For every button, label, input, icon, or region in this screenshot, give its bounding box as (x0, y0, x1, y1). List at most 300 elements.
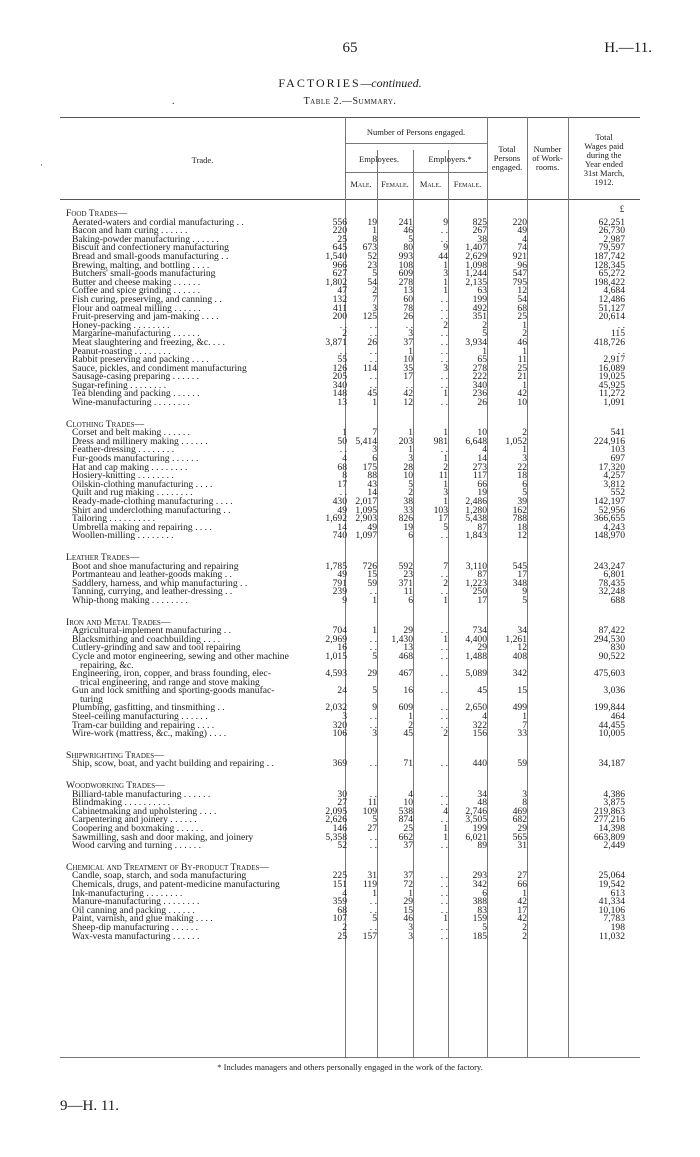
section-title: Clothing Trades— (66, 418, 145, 430)
employers-male-cell: 46 (403, 913, 413, 925)
trade-name: Fruit-preserving and jam-making . . . . (72, 311, 219, 323)
workrooms-cell: 96 (517, 259, 527, 271)
total-persons-cell: 65 (477, 354, 487, 366)
trade-name: Sugar-refining . . . . . . . . (72, 379, 167, 391)
employees-female-cell: . . (369, 586, 377, 598)
workrooms-cell: 499 (512, 702, 527, 714)
total-persons-cell: 6,021 (465, 831, 487, 843)
employers-male-cell: 2 (408, 719, 413, 731)
employees-female-cell: 49 (367, 521, 377, 533)
employees-female-cell: . . (369, 840, 377, 852)
employers-male-cell: 1 (408, 711, 413, 723)
trade-name: Wood carving and turning . . . . . . (72, 840, 201, 852)
trade-name: Paint, varnish, and glue making . . . . (72, 913, 213, 925)
employers-female-cell: . . (440, 887, 448, 899)
total-wages-cell: 4,684 (603, 285, 625, 297)
total-persons-cell: 2,650 (465, 702, 487, 714)
trade-name: Tanning, currying, and leather-dressing . . (72, 586, 233, 598)
header-rule (345, 143, 487, 144)
total-wages-cell: 613 (610, 887, 625, 899)
employers-male-cell: 10 (403, 470, 413, 482)
employers-female-cell: 17 (438, 513, 448, 525)
employees-female-cell: 59 (367, 577, 377, 589)
employees-male-cell: 25 (337, 233, 347, 245)
employees-male-cell: 55 (337, 354, 347, 366)
employers-male-cell: 80 (403, 242, 413, 254)
employers-male-cell: 1 (408, 887, 413, 899)
total-persons-cell: 156 (472, 728, 487, 740)
workrooms-cell: 1 (522, 887, 527, 899)
workrooms-cell: 1 (522, 345, 527, 357)
workrooms-cell: 5 (522, 487, 527, 499)
total-wages-cell: 62,251 (598, 216, 625, 228)
total-wages-cell: 14,398 (598, 823, 625, 834)
workrooms-cell: 162 (512, 504, 527, 516)
workrooms-cell: 795 (512, 276, 527, 288)
employers-female-cell: 1 (443, 453, 448, 465)
employees-female-cell: . . (369, 921, 377, 933)
header-line: Total (498, 144, 516, 154)
workrooms-cell: 33 (517, 728, 527, 740)
header-persons-engaged: Number of Persons engaged. (366, 127, 466, 137)
employees-female-cell: 2 (372, 285, 377, 297)
total-wages-cell: 277,216 (593, 814, 625, 826)
total-wages-cell: 4,386 (603, 788, 625, 800)
trade-name: Dress and millinery making . . . . . . (72, 435, 208, 447)
heading-main: FACTORIES (278, 76, 361, 90)
employers-male-cell: 45 (403, 728, 413, 740)
employers-female-cell: . . (440, 233, 448, 245)
margin-dot: · (40, 160, 43, 170)
employers-male-cell: 42 (403, 388, 413, 400)
total-wages-cell: 79,597 (598, 242, 625, 254)
total-persons-cell: 440 (472, 758, 487, 770)
employers-female-cell: 1 (443, 478, 448, 490)
employers-female-cell: . . (440, 311, 448, 323)
total-persons-cell: 2,486 (465, 496, 487, 507)
employers-male-cell: 1 (408, 444, 413, 456)
employees-female-cell: 3 (372, 444, 377, 456)
employees-female-cell: 7 (372, 427, 377, 439)
trade-name: Shirt and underclothing manufacturing . . (72, 504, 231, 516)
employees-female-cell: 5 (372, 268, 377, 280)
employers-female-cell: . . (440, 444, 448, 456)
section-title: Chemical and Treatment of By-product Trades— (66, 861, 269, 873)
employees-female-cell: 5 (372, 650, 377, 662)
employers-female-cell: . . (440, 668, 448, 680)
employees-female-cell: 2,017 (355, 496, 377, 507)
header-line: 31st March, (583, 168, 625, 178)
total-wages-cell: 3,875 (603, 797, 625, 809)
employees-female-cell: 27 (367, 823, 377, 834)
header-employees-male: Male. (350, 179, 372, 189)
trade-name: Oil canning and packing . . . . . . (72, 904, 195, 916)
table-bottom-rule (60, 1057, 640, 1058)
trade-name: Oilskin-clothing manufacturing . . . . (72, 478, 213, 490)
header-employees: Employees. (359, 154, 399, 164)
workrooms-cell: 68 (517, 302, 527, 314)
total-wages-cell: 697 (610, 453, 625, 465)
employees-female-cell: 88 (367, 470, 377, 482)
page-footer: 9—H. 11. (60, 1098, 120, 1114)
employees-male-cell: 132 (332, 293, 347, 305)
employees-female-cell: . . (369, 354, 377, 366)
total-wages-cell: 78,435 (598, 577, 625, 589)
total-wages-cell: 148,970 (593, 530, 625, 542)
employers-female-cell: . . (440, 354, 448, 366)
employers-male-cell: 35 (403, 362, 413, 374)
employees-female-cell: 19 (367, 216, 377, 228)
employers-female-cell: . . (440, 625, 448, 637)
employers-female-cell: 2 (443, 461, 448, 473)
workrooms-cell: 5 (522, 594, 527, 606)
employers-female-cell: 981 (433, 435, 448, 447)
total-wages-cell: 19,542 (598, 878, 625, 890)
total-wages-cell: 11,272 (598, 388, 625, 400)
employers-female-cell: . . (440, 302, 448, 314)
employees-female-cell: 125 (362, 311, 377, 323)
total-wages-cell: 243,247 (593, 560, 625, 572)
header-line: of Work- (532, 153, 563, 163)
workrooms-cell: 17 (517, 569, 527, 581)
total-wages-cell: 103 (610, 444, 625, 456)
employees-male-cell: 68 (337, 461, 347, 473)
total-wages-cell: 198 (610, 921, 625, 933)
header-line: during the (586, 150, 622, 160)
trade-name: Bacon and ham curing . . . . . . (72, 225, 188, 237)
employees-male-cell: 2,969 (325, 633, 347, 645)
trade-name: Sheep-dip manufacturing . . . . . . (72, 921, 199, 933)
total-wages-cell: 366,655 (593, 513, 625, 525)
employers-female-cell: 1 (443, 913, 448, 925)
employees-female-cell: 26 (367, 336, 377, 348)
total-persons-cell: 5 (482, 328, 487, 340)
total-persons-cell: 1,244 (465, 268, 487, 280)
employers-male-cell: 6 (408, 530, 413, 542)
employers-male-cell: 15 (403, 904, 413, 916)
header-employers: Employers.* (428, 154, 472, 164)
trade-name: Fish curing, preserving, and canning . . (72, 293, 222, 305)
employees-female-cell: 31 (367, 870, 377, 882)
workrooms-cell: 10 (517, 397, 527, 409)
employers-female-cell: . . (440, 293, 448, 305)
trade-name: Coopering and boxmaking . . . . . . (72, 823, 204, 834)
employees-male-cell: 225 (332, 870, 347, 882)
employers-male-cell: 23 (403, 569, 413, 581)
workrooms-cell: 74 (517, 242, 527, 254)
employers-female-cell: 1 (443, 285, 448, 297)
employees-female-cell: 29 (367, 668, 377, 680)
workrooms-cell: 18 (517, 521, 527, 533)
employers-male-cell: 11 (403, 586, 413, 598)
total-wages-cell: 17,320 (598, 461, 625, 473)
workrooms-cell: 25 (517, 311, 527, 323)
table-title: Table 2.—Summary. (303, 96, 397, 107)
trade-name: Rabbit preserving and packing . . . . (72, 354, 209, 366)
employees-female-cell: 6 (372, 453, 377, 465)
total-persons-cell: 1,488 (465, 650, 487, 662)
header-trade: Trade. (191, 155, 214, 165)
employees-female-cell: 15 (367, 569, 377, 581)
total-wages-cell: 52,956 (598, 504, 625, 516)
trade-name: Candle, soap, starch, and soda manufacturing (72, 870, 247, 882)
employers-female-cell: . . (440, 702, 448, 714)
employers-female-cell: 1 (443, 427, 448, 439)
trade-name: Carpentering and joinery . . . . . . (72, 814, 197, 826)
employees-male-cell: 25 (337, 930, 347, 942)
workrooms-cell: 1 (522, 379, 527, 391)
total-wages-cell: 11,032 (598, 930, 625, 942)
employers-female-cell: 11 (438, 470, 448, 482)
total-persons-cell: 19 (477, 487, 487, 499)
employers-female-cell: . . (440, 345, 448, 357)
workrooms-cell: 12 (517, 642, 527, 654)
section-title: Iron and Metal Trades— (66, 616, 171, 628)
employees-male-cell: 320 (332, 719, 347, 731)
employees-female-cell: 8 (372, 233, 377, 245)
total-persons-cell: 250 (472, 586, 487, 598)
total-wages-cell: 830 (610, 642, 625, 654)
trade-name: repairing, &c. (80, 659, 134, 671)
employers-male-cell: 662 (398, 831, 413, 843)
employees-female-cell: . . (369, 831, 377, 843)
total-persons-cell: 5,438 (465, 513, 487, 525)
employees-female-cell: 3 (372, 302, 377, 314)
trade-name: Ink-manufacturing . . . . . . . . (72, 887, 183, 899)
employers-male-cell: 33 (403, 504, 413, 516)
employees-male-cell: . . (339, 444, 347, 456)
employers-male-cell: 13 (403, 642, 413, 654)
total-wages-cell: 44,455 (598, 719, 625, 731)
employees-female-cell: 157 (362, 930, 377, 942)
employees-male-cell: 126 (332, 362, 347, 374)
total-persons-cell: 351 (472, 311, 487, 323)
employees-male-cell: 49 (337, 569, 347, 581)
workrooms-cell: 3 (522, 453, 527, 465)
employers-male-cell: 12 (403, 397, 413, 409)
employers-male-cell: 5 (408, 478, 413, 490)
employees-male-cell: 49 (337, 504, 347, 516)
employers-male-cell: 467 (398, 668, 413, 680)
employers-male-cell: 203 (398, 435, 413, 447)
workrooms-cell: 11 (517, 354, 527, 366)
trade-name: Tea blending and packing . . . . . . (72, 388, 200, 400)
employers-male-cell: 37 (403, 870, 413, 882)
trade-name: Baking-powder manufacturing . . . . . . (72, 233, 219, 245)
header-line: Persons (493, 153, 521, 163)
employers-male-cell: 592 (398, 560, 413, 572)
workrooms-cell: 66 (517, 878, 527, 890)
total-wages-cell: 45,925 (598, 379, 625, 391)
employees-male-cell: 8 (342, 470, 347, 482)
header-workrooms (527, 145, 568, 172)
total-wages-cell: 198,422 (593, 276, 625, 288)
workrooms-cell: 22 (517, 461, 527, 473)
employees-male-cell: 27 (337, 797, 347, 809)
employees-female-cell: 1 (372, 625, 377, 637)
total-wages-cell: 142,197 (593, 496, 625, 507)
employees-female-cell: 52 (367, 250, 377, 262)
header-line: 1912. (594, 177, 614, 187)
workrooms-cell: 220 (512, 216, 527, 228)
total-persons-cell: 3,110 (465, 560, 487, 572)
employees-female-cell: 673 (362, 242, 377, 254)
employees-male-cell: 148 (332, 388, 347, 400)
trade-name: Coffee and spice grinding . . . . . . (72, 285, 200, 297)
employees-male-cell: 68 (337, 904, 347, 916)
workrooms-cell: 49 (517, 225, 527, 237)
total-persons-cell: 3,934 (465, 336, 487, 348)
employees-male-cell: 2 (342, 921, 347, 933)
total-wages-cell: 7,783 (603, 913, 625, 925)
employees-female-cell: 43 (367, 478, 377, 490)
total-persons-cell: 89 (477, 840, 487, 852)
total-wages-cell: 688 (610, 594, 625, 606)
employers-female-cell: 3 (443, 362, 448, 374)
employers-female-cell: 7 (443, 560, 448, 572)
trade-name: Tailoring . . . . . . . . . . (72, 513, 155, 525)
trade-name: Meat slaughtering and freezing, &c. . . . (72, 336, 225, 348)
employees-female-cell: . . (369, 719, 377, 731)
employers-female-cell: 5 (443, 521, 448, 533)
total-persons-cell: 4 (482, 711, 487, 723)
workrooms-cell: 2 (522, 427, 527, 439)
table-row (0, 687, 700, 696)
total-wages-cell: 224,916 (593, 435, 625, 447)
employers-female-cell: 1 (443, 388, 448, 400)
page-heading (0, 76, 700, 91)
total-persons-cell: 273 (472, 461, 487, 473)
total-wages-cell: 25,064 (598, 870, 625, 882)
page-number: 65 (342, 40, 358, 56)
employers-male-cell: 4 (408, 788, 413, 800)
workrooms-cell: 348 (512, 577, 527, 589)
employers-male-cell: 28 (403, 461, 413, 473)
total-persons-cell: 1,098 (465, 259, 487, 271)
workrooms-cell: 1 (522, 711, 527, 723)
total-wages-cell: 464 (610, 711, 625, 723)
total-persons-cell: 825 (472, 216, 487, 228)
total-wages-cell: 475,603 (593, 668, 625, 680)
total-persons-cell: 734 (472, 625, 487, 637)
total-persons-cell: 199 (472, 823, 487, 834)
employers-female-cell: . . (440, 225, 448, 237)
employers-male-cell: 37 (403, 336, 413, 348)
employees-male-cell: 17 (337, 478, 347, 490)
workrooms-cell: 4 (522, 233, 527, 245)
employees-male-cell: 4 (342, 887, 347, 899)
trade-name: Billiard-table manufacturing . . . . . . (72, 788, 211, 800)
employers-female-cell: 2 (443, 728, 448, 740)
header-wages (568, 133, 640, 187)
employers-male-cell: 25 (403, 823, 413, 834)
employees-female-cell: 109 (362, 805, 377, 817)
total-wages-cell: . . (617, 345, 625, 357)
employees-female-cell: . . (369, 633, 377, 645)
employers-female-cell: 2 (443, 319, 448, 331)
employees-female-cell: . . (369, 345, 377, 357)
employers-female-cell: 4 (443, 805, 448, 817)
total-persons-cell: 34 (477, 788, 487, 800)
total-persons-cell: 278 (472, 362, 487, 374)
employers-female-cell: 1 (443, 496, 448, 507)
employers-male-cell: 17 (403, 371, 413, 383)
trade-name: Saddlery, harness, and whip manufacturing . . (72, 577, 248, 589)
trade-name: Sauce, pickles, and condiment manufacturing (72, 362, 247, 374)
employees-male-cell: 1,802 (325, 276, 347, 288)
total-persons-cell: 117 (472, 470, 487, 482)
employees-female-cell: 119 (362, 878, 377, 890)
employers-male-cell: 72 (403, 878, 413, 890)
employers-female-cell: . . (440, 878, 448, 890)
section-title: Food Trades— (66, 208, 128, 219)
employees-female-cell: 1 (372, 887, 377, 899)
workrooms-cell: 39 (517, 496, 527, 507)
total-wages-cell: 10,005 (598, 728, 625, 740)
employees-male-cell: . . (339, 345, 347, 357)
employers-female-cell: . . (440, 397, 448, 409)
employees-female-cell: . . (369, 642, 377, 654)
total-persons-cell: 10 (477, 427, 487, 439)
employers-female-cell: 1 (443, 633, 448, 645)
trade-name: Corset and belt making . . . . . . (72, 427, 191, 439)
employees-male-cell: 966 (332, 259, 347, 271)
employees-female-cell: 1 (372, 397, 377, 409)
employers-male-cell: 826 (398, 513, 413, 525)
employees-male-cell: 2 (342, 328, 347, 340)
trade-name: Woollen-milling . . . . . . . . (72, 530, 174, 542)
header-line: Total (595, 132, 613, 142)
employers-male-cell: 1 (408, 345, 413, 357)
workrooms-cell: 545 (512, 560, 527, 572)
employees-male-cell: 52 (337, 840, 347, 852)
trade-name: Engineering, iron, copper, and brass founding, elec- (72, 668, 271, 680)
employees-female-cell: 5 (372, 913, 377, 925)
trade-name: Hat and cap making . . . . . . . . (72, 461, 188, 473)
workrooms-cell: 27 (517, 870, 527, 882)
trade-name: Umbrella making and repairing . . . . (72, 521, 212, 533)
workrooms-cell: 2 (522, 328, 527, 340)
employers-male-cell: 3 (408, 328, 413, 340)
employees-female-cell: . . (369, 758, 377, 770)
total-persons-cell: 26 (477, 397, 487, 409)
trade-name: Quilt and rug making . . . . . . . . (72, 487, 193, 499)
employers-female-cell: . . (440, 711, 448, 723)
header-line: Wages paid (584, 141, 624, 151)
table-row (0, 399, 700, 408)
trade-name: Agricultural-implement manufacturing . . (72, 625, 232, 637)
trade-name: Peanut-roasting . . . . . . . . (72, 345, 171, 357)
trade-name: Flour and oatmeal milling . . . . . . (72, 302, 201, 314)
employers-female-cell: . . (440, 930, 448, 942)
trade-name: Biscuit and confectionery manufacturing (72, 242, 229, 254)
workrooms-cell: 15 (517, 685, 527, 697)
employees-male-cell: 740 (332, 530, 347, 542)
total-wages-cell: 1,091 (603, 397, 625, 409)
total-wages-cell: 541 (610, 427, 625, 439)
total-persons-cell: 6,648 (465, 435, 487, 447)
employees-female-cell: . . (369, 328, 377, 340)
total-wages-cell: 16,089 (598, 362, 625, 374)
total-wages-cell: 10,106 (598, 904, 625, 916)
trade-name: Steel-ceiling manufacturing . . . . . . (72, 711, 208, 723)
total-wages-cell: 12,486 (598, 293, 625, 305)
total-persons-cell: 63 (477, 285, 487, 297)
employees-female-cell: . . (369, 896, 377, 908)
header-line: Year ended (584, 159, 624, 169)
workrooms-cell: 29 (517, 823, 527, 834)
employers-male-cell: 6 (408, 594, 413, 606)
